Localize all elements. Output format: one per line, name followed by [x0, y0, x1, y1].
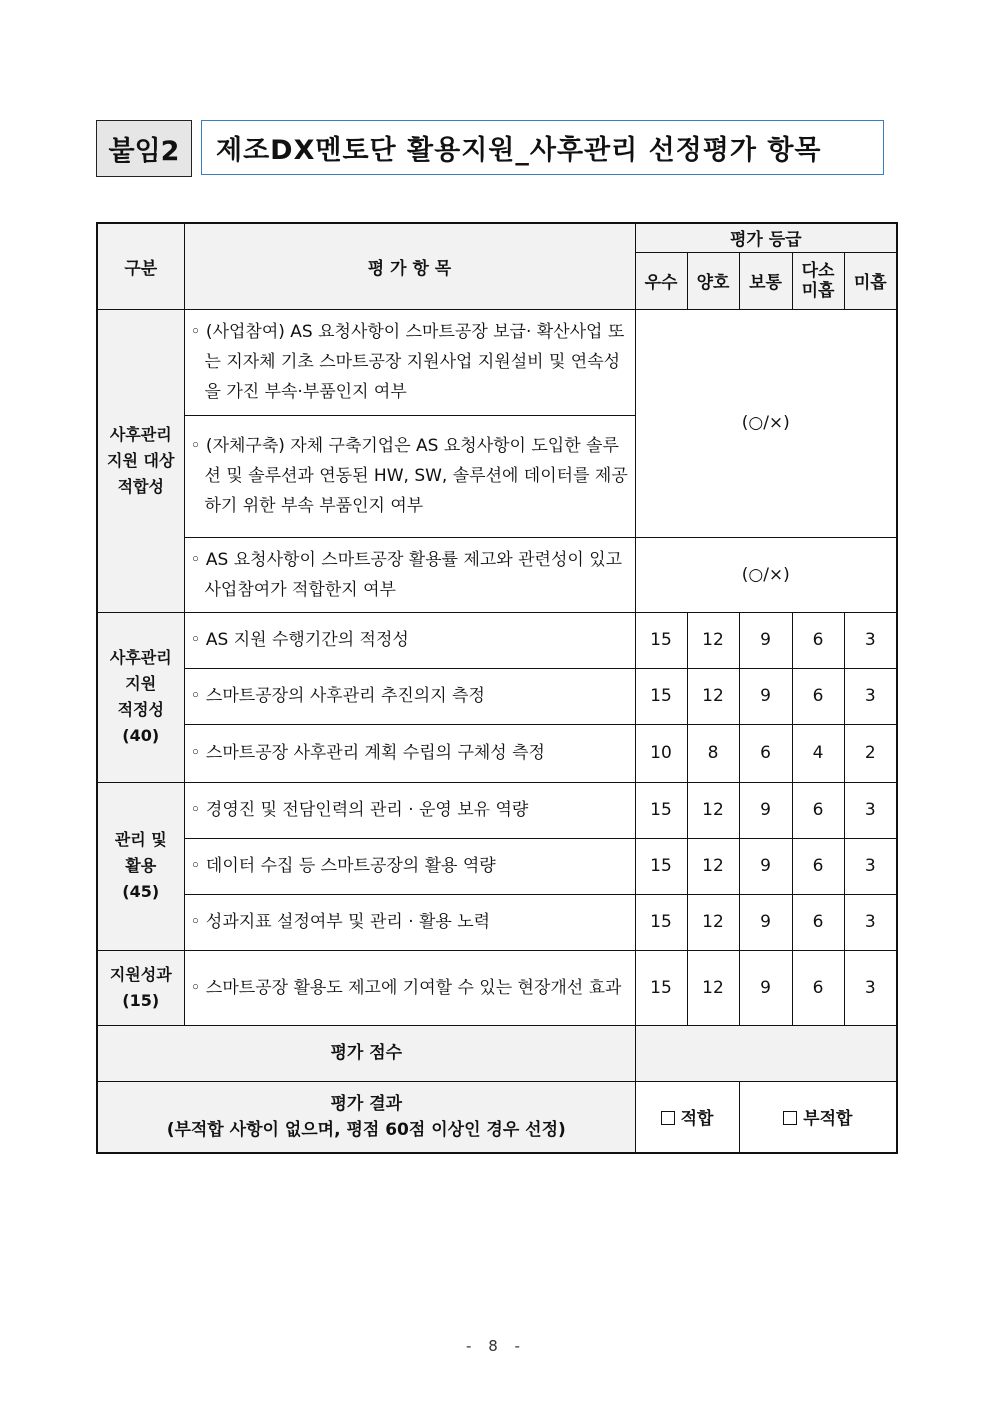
score-cell: 15 [635, 782, 687, 838]
option-label: 부적합 [803, 1109, 853, 1130]
ox-mark: (○/×) [635, 309, 897, 537]
score-cell: 3 [844, 668, 897, 724]
score-cell: 6 [792, 782, 844, 838]
item-text: ◦ 스마트공장 사후관리 계획 수립의 구체성 측정 [190, 743, 545, 763]
score-cell: 15 [635, 668, 687, 724]
score-cell: 8 [687, 724, 739, 782]
attachment-tag: 붙임2 [96, 120, 192, 177]
item-text: ◦ 데이터 수집 등 스마트공장의 활용 역량 [190, 856, 496, 876]
score-cell: 6 [792, 612, 844, 668]
header-grade: 평가 등급 [635, 223, 897, 252]
grade-somewhat-poor: 다소 미흡 [792, 252, 844, 309]
score-cell: 3 [844, 838, 897, 894]
item-text: ◦ (자체구축) 자체 구축기업은 AS 요청사항이 도입한 솔루션 및 솔루션과 연동된 HW, SW, 솔루션에 데이터를 제공하기 위한 부속 부품인지 여부 [190, 436, 628, 516]
result-option-unsuitable[interactable] [739, 1081, 897, 1153]
score-cell: 12 [687, 950, 739, 1025]
score-label: 평가 점수 [97, 1025, 635, 1081]
score-cell: 6 [792, 838, 844, 894]
ox-mark: (○/×) [635, 537, 897, 612]
score-cell: 3 [844, 782, 897, 838]
grade-average: 보통 [739, 252, 792, 309]
score-cell: 12 [687, 838, 739, 894]
score-cell: 9 [739, 612, 792, 668]
table-row [184, 950, 635, 1025]
score-cell: 15 [635, 838, 687, 894]
score-cell: 9 [739, 838, 792, 894]
grade-poor: 미흡 [844, 252, 897, 309]
checkbox-icon[interactable] [783, 1111, 797, 1125]
score-cell: 6 [792, 894, 844, 950]
score-cell: 9 [739, 950, 792, 1025]
category-support-adequacy: 사후관리 지원 적정성 (40) [97, 612, 184, 782]
score-cell: 12 [687, 612, 739, 668]
grade-good: 양호 [687, 252, 739, 309]
score-cell: 12 [687, 894, 739, 950]
score-cell: 6 [739, 724, 792, 782]
score-cell: 3 [844, 612, 897, 668]
score-cell: 6 [792, 950, 844, 1025]
checkbox-icon[interactable] [661, 1111, 675, 1125]
score-cell: 9 [739, 668, 792, 724]
evaluation-table [96, 222, 898, 1154]
page-title: 제조DX멘토단 활용지원_사후관리 선정평가 항목 [201, 120, 884, 175]
table-row [184, 724, 635, 782]
score-cell: 15 [635, 950, 687, 1025]
header-item: 평 가 항 목 [184, 223, 635, 309]
table-row [184, 668, 635, 724]
item-text: ◦ 스마트공장의 사후관리 추진의지 측정 [190, 686, 485, 706]
table-row [184, 894, 635, 950]
score-value-cell[interactable] [635, 1025, 897, 1081]
score-cell: 9 [739, 894, 792, 950]
item-text: ◦ 경영진 및 전담인력의 관리 · 운영 보유 역량 [190, 800, 529, 820]
table-row [184, 612, 635, 668]
result-label: 평가 결과 (부적합 사항이 없으며, 평점 60점 이상인 경우 선정) [97, 1081, 635, 1153]
option-label: 적합 [680, 1109, 714, 1130]
table-row [184, 537, 635, 612]
table-row [184, 838, 635, 894]
item-text: ◦ 스마트공장 활용도 제고에 기여할 수 있는 현장개선 효과 [190, 977, 622, 998]
page-header [96, 120, 886, 177]
score-cell: 4 [792, 724, 844, 782]
item-text: ◦ AS 요청사항이 스마트공장 활용률 제고와 관련성이 있고 사업참여가 적합한지 여부 [190, 549, 623, 600]
table-row [184, 782, 635, 838]
score-cell: 3 [844, 950, 897, 1025]
page-number: - 8 - [466, 1337, 526, 1355]
table-row [184, 309, 635, 415]
score-cell: 15 [635, 894, 687, 950]
table-row [184, 415, 635, 537]
grade-excellent: 우수 [635, 252, 687, 309]
category-support-results: 지원성과 (15) [97, 950, 184, 1025]
score-cell: 15 [635, 612, 687, 668]
score-cell: 3 [844, 894, 897, 950]
header-category: 구분 [97, 223, 184, 309]
category-target-suitability: 사후관리 지원 대상 적합성 [97, 309, 184, 612]
score-cell: 6 [792, 668, 844, 724]
score-cell: 12 [687, 668, 739, 724]
item-text: ◦ AS 지원 수행기간의 적정성 [190, 630, 409, 650]
item-text: ◦ (사업참여) AS 요청사항이 스마트공장 보급· 확산사업 또는 지자체 기초 스마트공장 지원사업 지원설비 및 연속성을 가진 부속·부품인지 여부 [190, 322, 625, 402]
score-cell: 12 [687, 782, 739, 838]
item-text: ◦ 성과지표 설정여부 및 관리 · 활용 노력 [190, 912, 491, 932]
category-management-utilization: 관리 및 활용 (45) [97, 782, 184, 950]
score-cell: 9 [739, 782, 792, 838]
score-cell: 2 [844, 724, 897, 782]
result-option-suitable[interactable] [635, 1081, 739, 1153]
score-cell: 10 [635, 724, 687, 782]
